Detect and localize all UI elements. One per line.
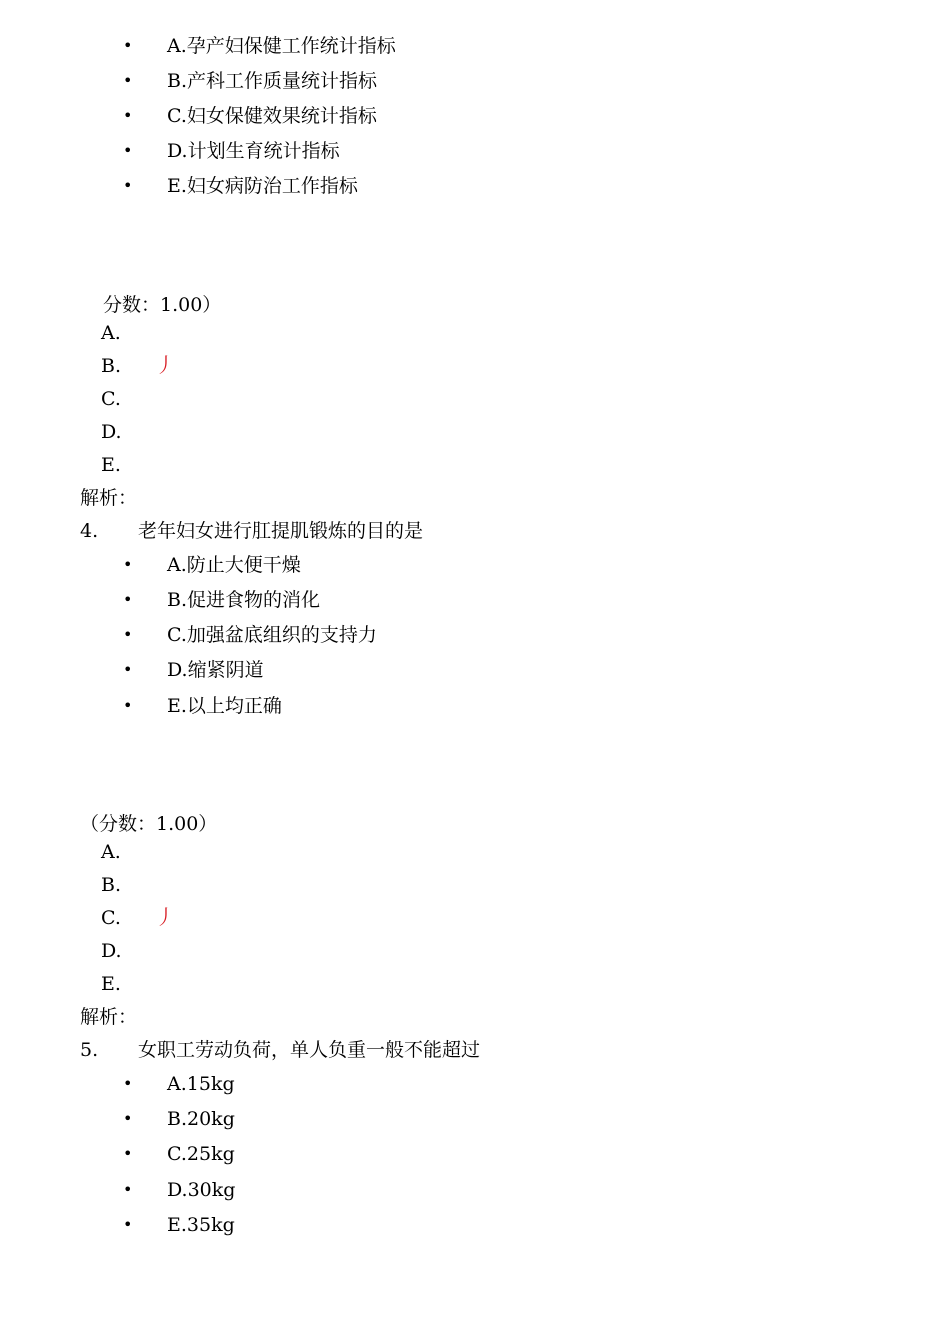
bullet: • xyxy=(123,71,133,90)
score-label: 分数：1.00） xyxy=(103,294,222,316)
score-label: （分数：1.00） xyxy=(80,813,218,835)
option-b: B.促进食物的消化 xyxy=(167,589,321,611)
answer-letter-e: E. xyxy=(101,454,121,476)
question-text: 老年妇女进行肛提肌锻炼的目的是 xyxy=(138,520,424,542)
option-a: A.15kg xyxy=(167,1073,235,1095)
bullet: • xyxy=(123,1215,133,1234)
answer-letter-c: C. xyxy=(101,388,121,410)
bullet: • xyxy=(123,141,133,160)
bullet: • xyxy=(123,36,133,55)
answer-letter-b: B. xyxy=(101,874,122,896)
option-e: E.以上均正确 xyxy=(167,695,282,717)
check-mark-icon: 丿 xyxy=(155,353,175,377)
option-c: C.加强盆底组织的支持力 xyxy=(167,624,377,646)
bullet: • xyxy=(123,176,133,195)
bullet: • xyxy=(123,696,133,715)
answer-letter-a: A. xyxy=(101,841,121,863)
bullet: • xyxy=(123,106,133,125)
answer-letter-c: C. xyxy=(101,907,121,929)
check-mark-icon: 丿 xyxy=(155,905,175,929)
answer-letter-d: D. xyxy=(101,421,122,443)
option-e: E.妇女病防治工作指标 xyxy=(167,175,358,197)
bullet: • xyxy=(123,555,133,574)
bullet: • xyxy=(123,590,133,609)
answer-letter-e: E. xyxy=(101,973,121,995)
question-number: 5. xyxy=(80,1039,99,1061)
bullet: • xyxy=(123,1180,133,1199)
bullet: • xyxy=(123,625,133,644)
answer-letter-a: A. xyxy=(101,322,121,344)
bullet: • xyxy=(123,1144,133,1163)
answer-letter-d: D. xyxy=(101,940,122,962)
bullet: • xyxy=(123,1109,133,1128)
analysis-label: 解析： xyxy=(80,1006,138,1028)
bullet: • xyxy=(123,660,133,679)
option-d: D.缩紧阴道 xyxy=(167,659,264,681)
option-d: D.计划生育统计指标 xyxy=(167,140,340,162)
analysis-label: 解析： xyxy=(80,487,138,509)
option-d: D.30kg xyxy=(167,1179,236,1201)
answer-letter-b: B. xyxy=(101,355,122,377)
option-e: E.35kg xyxy=(167,1214,235,1236)
bullet: • xyxy=(123,1074,133,1093)
option-c: C.妇女保健效果统计指标 xyxy=(167,105,377,127)
option-b: B.20kg xyxy=(167,1108,235,1130)
option-c: C.25kg xyxy=(167,1143,235,1165)
question-number: 4. xyxy=(80,520,99,542)
option-a: A.防止大便干燥 xyxy=(167,554,301,576)
option-b: B.产科工作质量统计指标 xyxy=(167,70,378,92)
option-a: A.孕产妇保健工作统计指标 xyxy=(167,35,396,57)
question-text: 女职工劳动负荷，单人负重一般不能超过 xyxy=(138,1039,481,1061)
